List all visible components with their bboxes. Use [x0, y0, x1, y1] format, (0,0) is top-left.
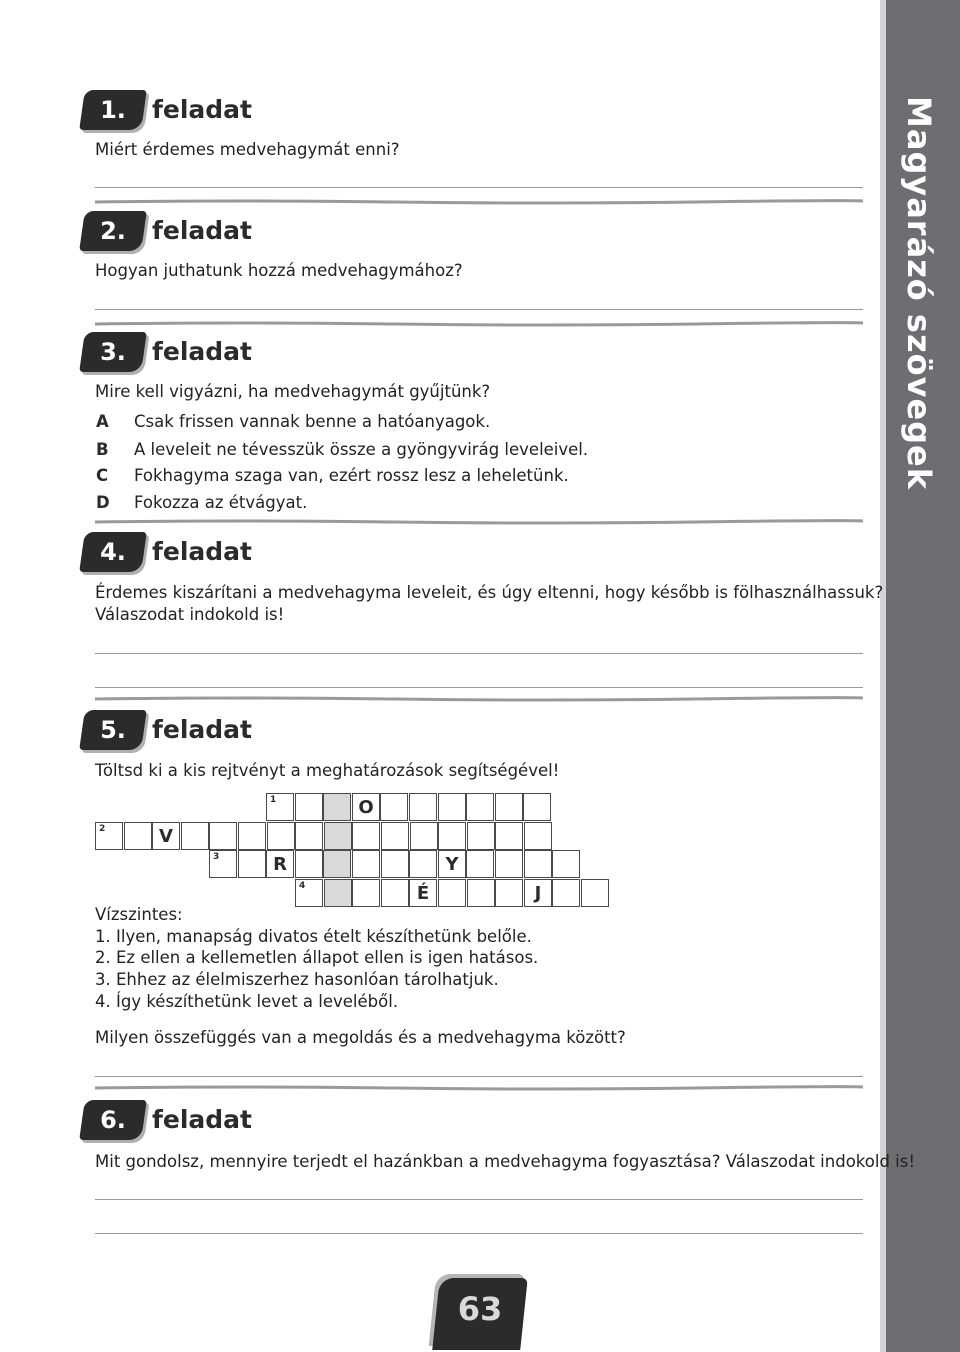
crossword-cell[interactable] [495, 793, 523, 821]
wavy-separator [95, 320, 863, 328]
option-text: Fokhagyma szaga van, ezért rossz lesz a leheletünk. [134, 466, 569, 485]
crossword-cell[interactable] [466, 793, 494, 821]
option-text: Fokozza az étvágyat. [134, 493, 308, 512]
answer-line [95, 1076, 863, 1077]
clue-1: 1. Ilyen, manapság divatos ételt készíthetünk belőle. [95, 927, 532, 946]
wavy-separator [95, 1084, 863, 1092]
option-letter: C [96, 466, 109, 485]
wavy-separator [95, 518, 863, 526]
crossword-cell[interactable]: R [266, 850, 294, 878]
crossword-cell[interactable] [467, 879, 495, 907]
crossword-cell[interactable] [295, 793, 323, 821]
crossword-cell[interactable] [552, 850, 580, 878]
crossword-cell[interactable] [438, 879, 466, 907]
crossword-cell[interactable] [380, 793, 408, 821]
crossword-clue-number: 4 [299, 881, 306, 891]
option-letter: A [96, 412, 109, 431]
crossword-cell[interactable] [323, 850, 351, 878]
answer-line [95, 187, 863, 188]
clue-3: 3. Ehhez az élelmiszerhez hasonlóan tárolhatjuk. [95, 970, 499, 989]
crossword-cell[interactable] [238, 822, 266, 850]
crossword-cell[interactable] [209, 850, 237, 878]
clue-2: 2. Ez ellen a kellemetlen állapot ellen is igen hatásos. [95, 948, 539, 967]
task-4-question-cont: Válaszodat indokold is! [95, 605, 285, 624]
crossword-cell[interactable] [381, 879, 409, 907]
task-3-question: Mire kell vigyázni, ha medvehagymát gyűjtünk? [95, 382, 491, 401]
task-5-question: Töltsd ki a kis rejtvényt a meghatározások segítségével! [95, 761, 560, 780]
task-word: feladat [152, 1105, 252, 1134]
crossword-cell[interactable] [95, 822, 123, 850]
task-number: 1. [100, 96, 126, 124]
crossword-cell[interactable] [581, 879, 609, 907]
crossword-clue-number: 2 [99, 824, 106, 834]
option-text: A leveleit ne tévesszük össze a gyöngyvirág leveleivel. [134, 440, 589, 459]
crossword-cell[interactable] [409, 793, 437, 821]
crossword-cell[interactable] [552, 879, 580, 907]
crossword-cell[interactable] [324, 822, 352, 850]
crossword-cell[interactable] [438, 793, 466, 821]
crossword-cell[interactable] [238, 850, 266, 878]
crossword-cell[interactable] [467, 822, 495, 850]
crossword-cell[interactable] [209, 822, 237, 850]
crossword-cell[interactable]: É [409, 879, 437, 907]
crossword-cell[interactable] [181, 822, 209, 850]
crossword-cell[interactable] [495, 879, 523, 907]
crossword-cell[interactable]: O [352, 793, 380, 821]
crossword-cell[interactable] [523, 793, 551, 821]
task-4-question: Érdemes kiszárítani a medvehagyma leveleit, és úgy eltenni, hogy később is fölhasználhassuk? [95, 583, 884, 602]
crossword-cell[interactable] [495, 822, 523, 850]
task-word: feladat [152, 715, 252, 744]
crossword-cell[interactable] [295, 850, 323, 878]
crossword-cell[interactable] [466, 850, 494, 878]
answer-line [95, 687, 863, 688]
crossword-cell[interactable] [295, 822, 323, 850]
crossword-cell[interactable] [352, 850, 380, 878]
task-number: 4. [100, 538, 126, 566]
answer-line [95, 653, 863, 654]
clues-title: Vízszintes: [95, 905, 183, 924]
answer-line [95, 1199, 863, 1200]
crossword-cell[interactable] [438, 822, 466, 850]
task-5-followup: Milyen összefüggés van a megoldás és a medvehagyma között? [95, 1028, 626, 1047]
task-word: feladat [152, 216, 252, 245]
crossword-clue-number: 3 [213, 852, 220, 862]
task-word: feladat [152, 95, 252, 124]
crossword-cell[interactable] [267, 822, 295, 850]
crossword-cell[interactable] [323, 793, 351, 821]
task-word: feladat [152, 337, 252, 366]
crossword-cell[interactable] [381, 822, 409, 850]
crossword-cell[interactable] [524, 850, 552, 878]
answer-line [95, 309, 863, 310]
task-number: 3. [100, 338, 126, 366]
answer-line [95, 1233, 863, 1234]
sidebar-title: Magyarázó szövegek [900, 96, 938, 491]
task-1-question: Miért érdemes medvehagymát enni? [95, 140, 400, 159]
wavy-separator [95, 198, 863, 206]
crossword-cell[interactable] [266, 793, 294, 821]
crossword-cell[interactable] [524, 822, 552, 850]
crossword-cell[interactable]: V [152, 822, 180, 850]
task-number: 6. [100, 1106, 126, 1134]
crossword-clue-number: 1 [270, 795, 277, 805]
crossword-cell[interactable]: Y [438, 850, 466, 878]
task-word: feladat [152, 537, 252, 566]
task-6-question: Mit gondolsz, mennyire terjedt el hazánkban a medvehagyma fogyasztása? Válaszodat indokold is! [95, 1152, 915, 1171]
crossword-cell[interactable] [352, 879, 380, 907]
page-number: 63 [457, 1290, 503, 1328]
option-letter: D [96, 493, 110, 512]
task-number: 5. [100, 716, 126, 744]
task-number: 2. [100, 217, 126, 245]
option-text: Csak frissen vannak benne a hatóanyagok. [134, 412, 491, 431]
crossword-cell[interactable] [352, 822, 380, 850]
crossword-cell[interactable] [410, 822, 438, 850]
task-2-question: Hogyan juthatunk hozzá medvehagymához? [95, 261, 463, 280]
crossword-cell[interactable] [324, 879, 352, 907]
clue-4: 4. Így készíthetünk levet a leveléből. [95, 992, 399, 1011]
crossword-cell[interactable] [409, 850, 437, 878]
wavy-separator [95, 695, 863, 703]
crossword-cell[interactable] [124, 822, 152, 850]
crossword-cell[interactable] [381, 850, 409, 878]
option-letter: B [96, 440, 109, 459]
crossword-cell[interactable] [495, 850, 523, 878]
crossword-cell[interactable] [295, 879, 323, 907]
crossword-cell[interactable]: J [524, 879, 552, 907]
